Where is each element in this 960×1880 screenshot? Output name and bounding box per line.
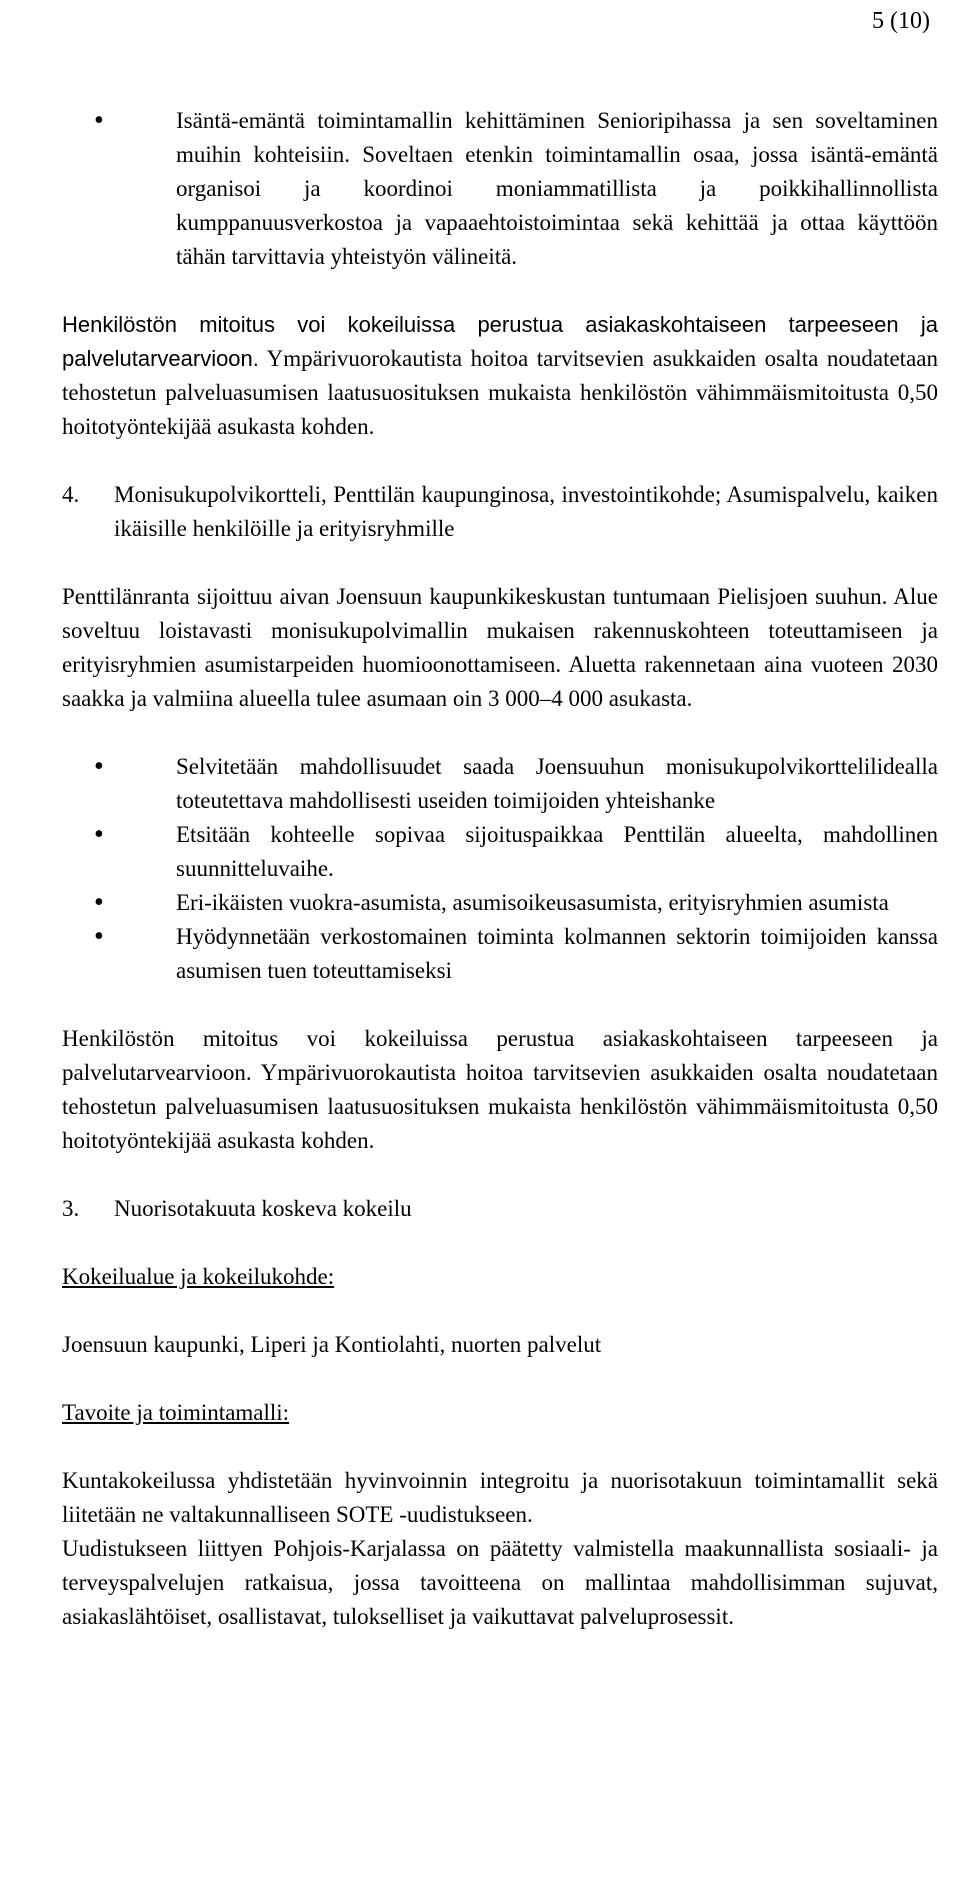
- paragraph-staffing-start: Henkilöstön mitoitus voi kokeiluissa perustua asiakaskohtaiseen tarpeeseen ja palvelutarvearvioon.: [62, 312, 938, 371]
- paragraph-tavoite-1: Kuntakokeilussa yhdistetään hyvinvoinnin integroitu ja nuorisotakuun toimintamallit sekä liitetään ne valtakunnalliseen SOTE -uudistukseen.: [62, 1468, 938, 1527]
- spacer: [62, 1158, 938, 1192]
- paragraph-staffing-section-4: Henkilöstön mitoitus voi kokeiluissa perustua asiakaskohtaiseen tarpeeseen ja palvelutarvearvioon. Ympärivuorokautista hoitoa tarvitsevien asukkaiden osalta noudatetaan tehostetun palveluasumisen laatusuosituksen mukaista henkilöstön vähimmäismitoitusta 0,50 hoitotyöntekijää asukasta kohden.: [62, 1026, 938, 1153]
- section-heading-text: Monisukupolvikortteli, Penttilän kaupunginosa, investointikohde; Asumispalvelu, kaiken ikäisille henkilöille ja erityisryhmille: [114, 482, 938, 541]
- spacer: [62, 546, 938, 580]
- paragraph-staffing-top: [62, 308, 938, 444]
- label-kokeilualue: Kokeilualue ja kokeilukohde:: [62, 1264, 335, 1289]
- section-number: 4.: [62, 482, 80, 507]
- bullet-list-section-4: [62, 750, 938, 988]
- section-4-heading: [62, 478, 938, 546]
- section-heading-text: Nuorisotakuuta koskeva kokeilu: [114, 1196, 412, 1221]
- paragraph-penttilanranta: Penttilänranta sijoittuu aivan Joensuun kaupunkikeskustan tuntumaan Pielisjoen suuhun. Alue soveltuu loistavasti monisukupolvimallin mukaisen rakennuskohteen toteuttamiseen ja erityisryhmien asumistarpeiden huomioonottamiseen. Aluetta rakennetaan aina vuoteen 2030 saakka ja valmiina alueella tulee asumaan oin 3 000–4 000 asukasta.: [62, 584, 938, 711]
- list-item: • Etsitään kohteelle sopivaa sijoituspaikkaa Penttilän alueelta, mahdollinen suunnitteluvaihe.: [62, 818, 938, 886]
- spacer: [62, 444, 938, 478]
- section-3-heading: [62, 1192, 938, 1226]
- spacer: [62, 1294, 938, 1328]
- list-item: • Eri-ikäisten vuokra-asumista, asumisoikeusasumista, erityisryhmien asumista: [62, 886, 938, 920]
- list-item: • Isäntä-emäntä toimintamallin kehittäminen Senioripihassa ja sen soveltaminen muihin kohteisiin. Soveltaen etenkin toimintamallin osaa, jossa isäntä-emäntä organisoi ja koordinoi moniammatillista ja poikkihallinnollista kumppanuusverkostoa ja vapaaehtoistoimintaa sekä kehittää ja ottaa käyttöön tähän tarvittavia yhteistyön välineitä.: [62, 104, 938, 274]
- page-number: 5 (10): [872, 8, 930, 34]
- paragraph-tavoite-2: Uudistukseen liittyen Pohjois-Karjalassa on päätetty valmistella maakunnallista sosiaali- ja terveyspalvelujen ratkaisua, jossa tavoitteena on mallintaa mahdollisimman sujuvat, asiakaslähtöiset, osallistavat, tulokselliset ja vaikuttavat palveluprosessit.: [62, 1536, 938, 1629]
- list-item: • Hyödynnetään verkostomainen toiminta kolmannen sektorin toimijoiden kanssa asumisen tuen toteuttamiseksi: [62, 920, 938, 988]
- spacer: [62, 988, 938, 1022]
- spacer: [62, 1226, 938, 1260]
- spacer: [62, 1430, 938, 1464]
- paragraph-kokeilualue: Joensuun kaupunki, Liperi ja Kontiolahti, nuorten palvelut: [62, 1332, 602, 1357]
- spacer: [62, 1362, 938, 1396]
- spacer: [62, 716, 938, 750]
- document-content: [62, 104, 938, 1634]
- label-tavoite: Tavoite ja toimintamalli:: [62, 1400, 290, 1425]
- bullet-list-top: [62, 104, 938, 274]
- paragraph-staffing-rest: Ympärivuorokautista hoitoa tarvitsevien asukkaiden osalta noudatetaan tehostetun palveluasumisen laatusuosituksen mukaista henkilöstön vähimmäismitoitusta 0,50 hoitotyöntekijää asukasta kohden.: [62, 346, 938, 439]
- list-item: • Selvitetään mahdollisuudet saada Joensuuhun monisukupolvikorttelilidealla toteutettava mahdollisesti useiden toimijoiden yhteishanke: [62, 750, 938, 818]
- section-number: 3.: [62, 1196, 80, 1221]
- spacer: [62, 274, 938, 308]
